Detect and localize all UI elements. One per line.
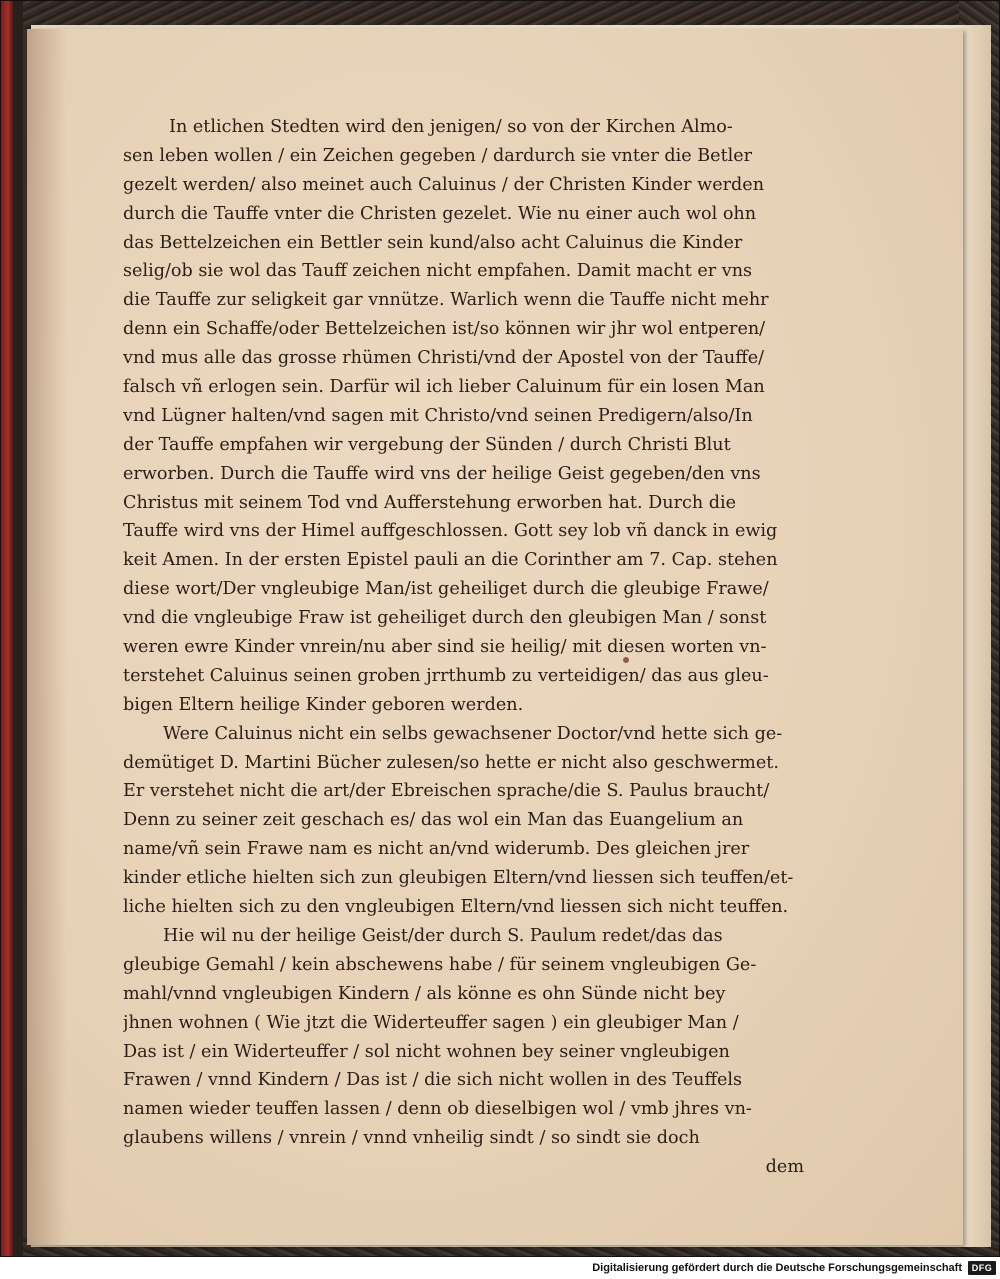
page-text-block bbox=[123, 113, 808, 1182]
text-line: durch die Tauffe vnter die Christen gezelet. Wie nu einer auch wol ohn bbox=[123, 203, 757, 224]
paragraph-1 bbox=[123, 113, 808, 720]
paragraph-3 bbox=[123, 922, 808, 1153]
text-line: vnd Lügner halten/vnd sagen mit Christo/vnd seinen Predigern/also/In bbox=[123, 405, 753, 426]
text-line: erworben. Durch die Tauffe wird vns der heilige Geist gegeben/den vns bbox=[123, 463, 761, 484]
text-line: Das ist / ein Widerteuffer / sol nicht wohnen bey seiner vngleubigen bbox=[123, 1041, 730, 1062]
text-line: jhnen wohnen ( Wie jtzt die Widerteuffer sagen ) ein gleubiger Man / bbox=[123, 1012, 739, 1033]
book-page bbox=[27, 29, 963, 1245]
text-line: Er verstehet nicht die art/der Ebreischen sprache/die S. Paulus braucht/ bbox=[123, 781, 770, 802]
dfg-logo[interactable]: DFG bbox=[968, 1261, 996, 1275]
funding-note: Digitalisierung gefördert durch die Deutsche Forschungsgemeinschaft bbox=[592, 1262, 962, 1274]
footer-bar bbox=[0, 1258, 996, 1278]
text-line: Tauffe wird vns der Himel auffgeschlossen. Gott sey lob vñ danck in ewig bbox=[123, 521, 778, 542]
page-gutter-shadow bbox=[27, 29, 67, 1245]
text-line: demütiget D. Martini Bücher zulesen/so hette er nicht also geschwermet. bbox=[123, 752, 779, 773]
text-line: Frawen / vnnd Kindern / Das ist / die sich nicht wollen in des Teuffels bbox=[123, 1070, 743, 1091]
binding-edge bbox=[1, 1, 13, 1256]
text-line: diese wort/Der vngleubige Man/ist geheiliget durch die gleubige Frawe/ bbox=[123, 579, 769, 600]
text-line: vnd die vngleubige Fraw ist geheiliget durch den gleubigen Man / sonst bbox=[123, 608, 767, 629]
binding-spine bbox=[13, 1, 23, 1256]
text-line: vnd mus alle das grosse rhümen Christi/vnd der Apostel von der Tauffe/ bbox=[123, 348, 765, 369]
text-line: sen leben wollen / ein Zeichen gegeben / dardurch sie vnter die Betler bbox=[123, 145, 753, 166]
paragraph-2 bbox=[123, 720, 808, 922]
catchword: dem bbox=[765, 1157, 804, 1178]
text-line: mahl/vnnd vngleubigen Kindern / als könne es ohn Sünde nicht bey bbox=[123, 983, 726, 1004]
text-line: In etlichen Stedten wird den jenigen/ so von der Kirchen Almo- bbox=[169, 117, 733, 137]
text-line: Were Caluinus nicht ein selbs gewachsener Doctor/vnd hette sich ge- bbox=[163, 723, 783, 744]
text-line: glaubens willens / vnrein / vnnd vnheilig sindt / so sindt sie doch bbox=[123, 1128, 700, 1149]
text-line: das Bettelzeichen ein Bettler sein kund/also acht Caluinus die Kinder bbox=[123, 232, 743, 253]
text-line: liche hielten sich zu den vngleubigen Eltern/vnd liessen sich nicht teuffen. bbox=[123, 897, 789, 918]
text-line: denn ein Schaffe/oder Bettelzeichen ist/so können wir jhr wol entperen/ bbox=[123, 319, 766, 340]
text-line: die Tauffe zur seligkeit gar vnnütze. Warlich wenn die Tauffe nicht mehr bbox=[123, 290, 769, 311]
text-line: der Tauffe empfahen wir vergebung der Sünden / durch Christi Blut bbox=[123, 434, 731, 455]
text-line: Christus mit seinem Tod vnd Aufferstehung erworben hat. Durch die bbox=[123, 492, 737, 513]
text-line: selig/ob sie wol das Tauff zeichen nicht empfahen. Damit macht er vns bbox=[123, 261, 753, 282]
text-line: namen wieder teuffen lassen / denn ob dieselbigen wol / vmb jhres vn- bbox=[123, 1099, 752, 1120]
text-line: Hie wil nu der heilige Geist/der durch S. Paulum redet/das das bbox=[163, 925, 723, 946]
text-line: falsch vñ erlogen sein. Darfür wil ich lieber Caluinum für ein losen Man bbox=[123, 377, 765, 398]
text-line: bigen Eltern heilige Kinder geboren werden. bbox=[123, 694, 524, 715]
text-line: weren ewre Kinder vnrein/nu aber sind sie heilig/ mit diesen worten vn- bbox=[123, 637, 767, 658]
text-line: Denn zu seiner zeit geschach es/ das wol ein Man das Euangelium an bbox=[123, 810, 744, 831]
text-line: terstehet Caluinus seinen groben jrrthumb zu verteidigen/ das aus gleu- bbox=[123, 665, 769, 686]
text-line: kinder etliche hielten sich zun gleubigen Eltern/vnd liessen sich teuffen/et- bbox=[123, 868, 794, 889]
text-line: keit Amen. In der ersten Epistel pauli an die Corinther am 7. Cap. stehen bbox=[123, 550, 778, 571]
text-line: gezelt werden/ also meinet auch Caluinus / der Christen Kinder werden bbox=[123, 174, 765, 195]
text-line: name/vñ sein Frawe nam es nicht an/vnd widerumb. Des gleichen jrer bbox=[123, 839, 750, 860]
text-line: gleubige Gemahl / kein abschewens habe / für seinem vngleubigen Ge- bbox=[123, 954, 757, 975]
